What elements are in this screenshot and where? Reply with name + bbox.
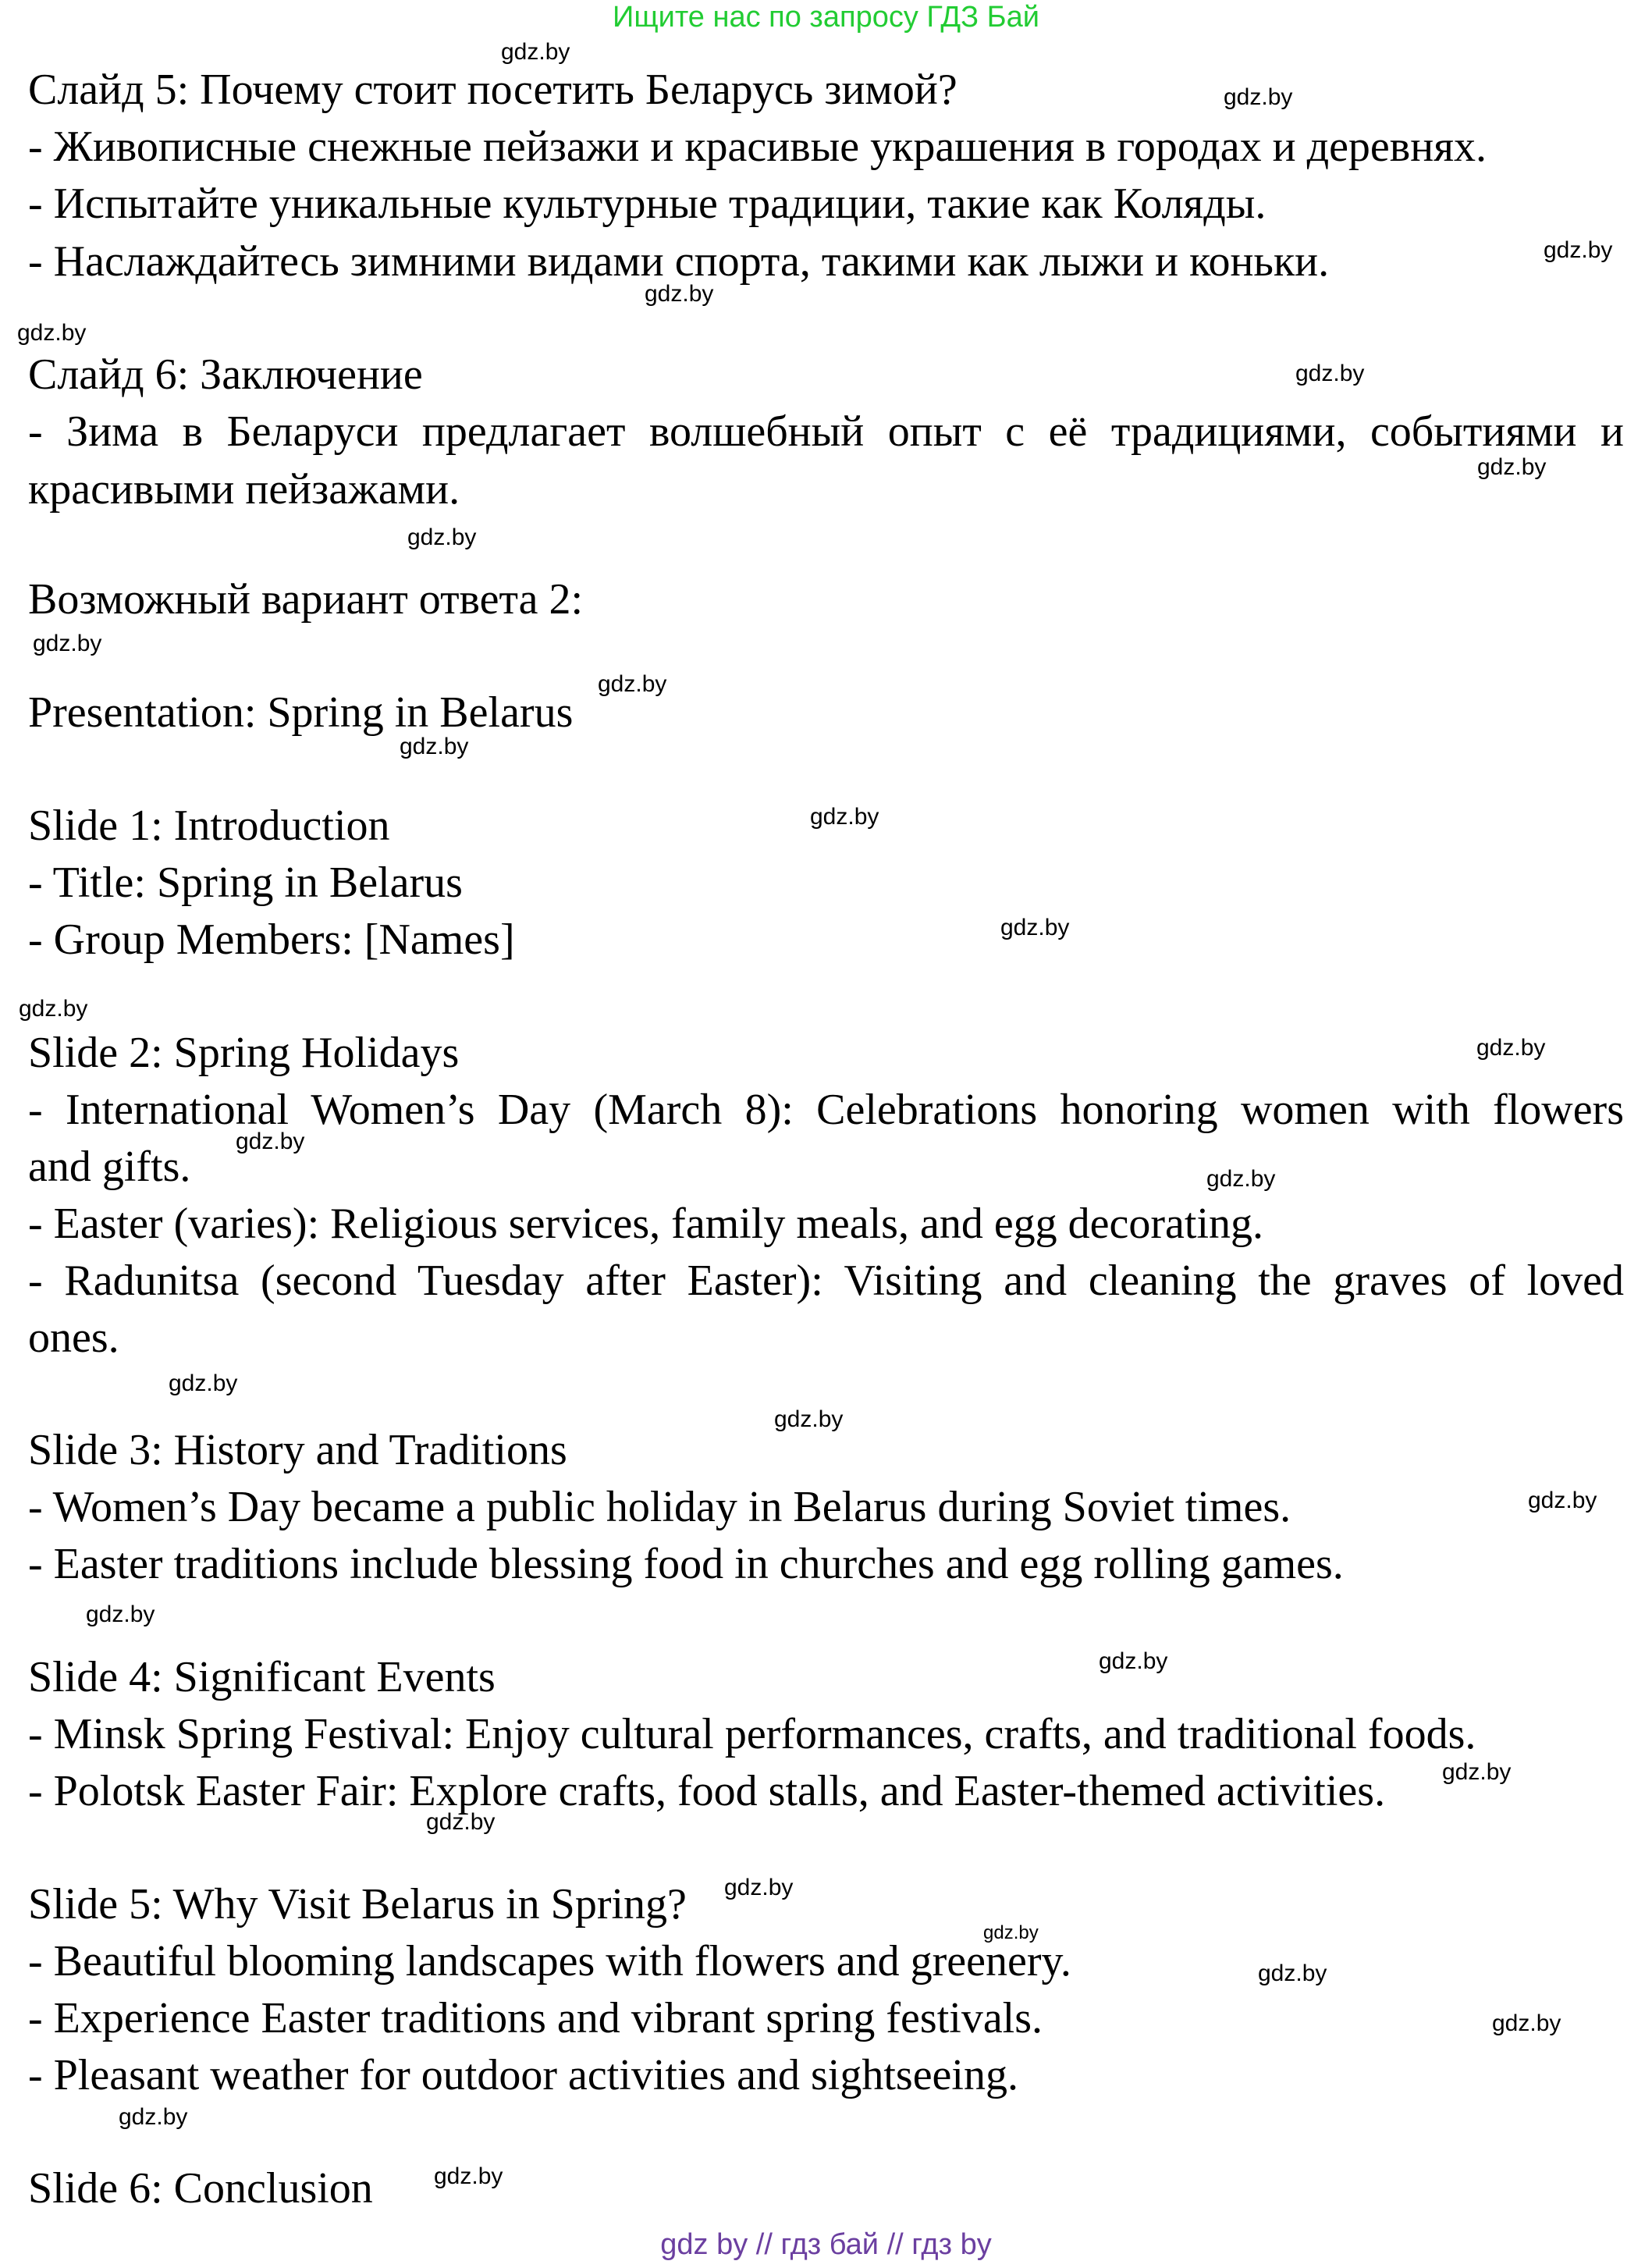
slide1-bullet-1: - Title: Spring in Belarus [28, 858, 463, 907]
watermark: gdz.by [1000, 915, 1070, 940]
slide4-bullet-1: - Minsk Spring Festival: Enjoy cultural performances, crafts, and traditional foods. [28, 1710, 1476, 1758]
slide5-ru-bullet-3: - Наслаждайтесь зимними видами спорта, такими как лыжи и коньки. [28, 237, 1330, 286]
watermark: gdz.by [1099, 1648, 1168, 1674]
slide1-bullet-2: - Group Members: [Names] [28, 915, 515, 964]
watermark: gdz.by [33, 631, 102, 656]
watermark: gdz.by [17, 320, 87, 346]
watermark: gdz.by [645, 281, 714, 307]
slide5-bullet-1: - Beautiful blooming landscapes with flowers and greenery. [28, 1937, 1071, 1985]
watermark: gdz.by [1544, 237, 1613, 263]
slide2-bullet-3-cont: ones. [28, 1314, 119, 1362]
watermark: gdz.by [1476, 1035, 1546, 1061]
footer-watermark: gdz by // гдз бай // гдз by [660, 2228, 992, 2261]
slide6-ru-title: Слайд 6: Заключение [28, 350, 423, 399]
answer-variant-heading: Возможный вариант ответа 2: [28, 575, 584, 624]
slide1-title: Slide 1: Introduction [28, 802, 390, 850]
slide3-bullet-2: - Easter traditions include blessing food in churches and egg rolling games. [28, 1540, 1344, 1588]
slide5-ru-title: Слайд 5: Почему стоит посетить Беларусь зимой? [28, 66, 957, 114]
watermark: gdz.by [1528, 1488, 1597, 1513]
watermark: gdz.by [774, 1406, 844, 1432]
slide6-ru-bullet-1: - Зима в Беларуси предлагает волшебный опыт с её традициями, событиями и [28, 407, 1624, 456]
slide5-bullet-2: - Experience Easter traditions and vibrant spring festivals. [28, 1994, 1043, 2042]
slide4-bullet-2: - Polotsk Easter Fair: Explore crafts, food stalls, and Easter-themed activities. [28, 1767, 1386, 1815]
slide2-bullet-1: - International Women’s Day (March 8): Celebrations honoring women with flowers [28, 1086, 1624, 1134]
watermark: gdz.by [407, 524, 477, 550]
slide2-title: Slide 2: Spring Holidays [28, 1029, 460, 1077]
slide4-title: Slide 4: Significant Events [28, 1653, 496, 1701]
watermark: gdz.by [810, 804, 879, 830]
slide5-bullet-3: - Pleasant weather for outdoor activities and sightseeing. [28, 2051, 1018, 2099]
watermark: gdz.by [598, 671, 667, 697]
watermark: gdz.by [1442, 1759, 1512, 1785]
watermark: gdz.by [1258, 1961, 1327, 1986]
slide6-title: Slide 6: Conclusion [28, 2164, 373, 2213]
slide6-ru-bullet-1-cont: красивыми пейзажами. [28, 465, 460, 514]
watermark: gdz.by [724, 1875, 794, 1900]
slide5-title: Slide 5: Why Visit Belarus in Spring? [28, 1880, 687, 1929]
watermark: gdz.by [119, 2104, 188, 2130]
watermark: gdz.by [501, 39, 570, 65]
watermark: gdz.by [169, 1370, 238, 1396]
watermark: gdz.by [1224, 84, 1293, 110]
search-banner: Ищите нас по запросу ГДЗ Бай [613, 1, 1039, 34]
presentation-title: Presentation: Spring in Belarus [28, 688, 574, 737]
slide3-title: Slide 3: History and Traditions [28, 1426, 567, 1474]
watermark: gdz.by [19, 996, 88, 1022]
watermark: gdz.by [400, 734, 469, 759]
watermark: gdz.by [1492, 2010, 1561, 2036]
watermark: gdz.by [983, 1922, 1039, 1943]
slide5-ru-bullet-2: - Испытайте уникальные культурные традиции, такие как Коляды. [28, 180, 1267, 228]
watermark: gdz.by [1477, 454, 1547, 480]
watermark: gdz.by [426, 1809, 496, 1835]
watermark: gdz.by [1295, 361, 1365, 386]
watermark: gdz.by [434, 2163, 503, 2189]
slide5-ru-bullet-1: - Живописные снежные пейзажи и красивые украшения в городах и деревнях. [28, 123, 1487, 171]
slide2-bullet-2: - Easter (varies): Religious services, family meals, and egg decorating. [28, 1200, 1264, 1248]
slide2-bullet-1-cont: and gifts. [28, 1143, 191, 1191]
watermark: gdz.by [1206, 1166, 1276, 1192]
watermark: gdz.by [86, 1601, 155, 1627]
slide3-bullet-1: - Women’s Day became a public holiday in Belarus during Soviet times. [28, 1483, 1291, 1531]
slide2-bullet-3: - Radunitsa (second Tuesday after Easter): Visiting and cleaning the graves of loved [28, 1257, 1624, 1305]
watermark: gdz.by [236, 1129, 305, 1154]
